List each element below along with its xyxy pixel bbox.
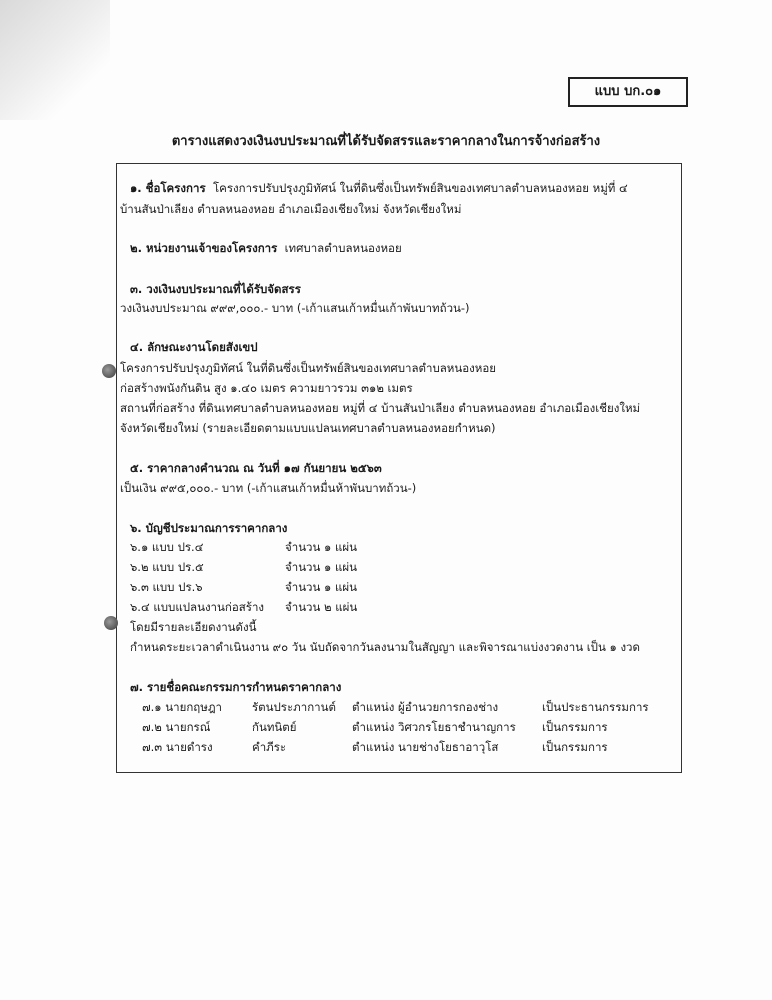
section-6-heading: ๖. บัญชีประมาณการราคากลาง (130, 521, 288, 535)
section-6-note-1: โดยมีรายละเอียดงานดังนี้ (130, 620, 257, 634)
member-name: ๗.๓ นายดำรง (142, 740, 213, 754)
section-1-line-1: โครงการปรับปรุงภูมิทัศน์ ในที่ดินซึ่งเป็นทรัพย์สินของเทศบาลตำบลหนองหอย หมู่ที่ ๔ (212, 181, 628, 195)
scan-shadow (0, 0, 110, 120)
member-role: เป็นประธานกรรมการ (542, 700, 649, 714)
section-4-heading: ๔. ลักษณะงานโดยสังเขป (130, 340, 258, 354)
section-3-line-1: วงเงินงบประมาณ ๙๙๙,๐๐๐.- บาท (-เก้าแสนเก้าหมื่นเก้าพันบาทถ้วน-) (120, 301, 470, 315)
section-1-line-2: บ้านสันป่าเลียง ตำบลหนองหอย อำเภอเมืองเชียงใหม่ จังหวัดเชียงใหม่ (120, 202, 462, 216)
section-2-heading: ๒. หน่วยงานเจ้าของโครงการ (130, 241, 278, 255)
section-5-heading: ๕. ราคากลางคำนวณ ณ วันที่ ๑๗ กันยายน ๒๕๖๓ (130, 461, 382, 475)
estimate-item-qty: จำนวน ๑ แผ่น (285, 560, 357, 574)
member-role: เป็นกรรมการ (542, 740, 608, 754)
member-role: เป็นกรรมการ (542, 720, 608, 734)
form-code-box: แบบ บก.๐๑ (568, 77, 688, 107)
punch-hole (102, 364, 116, 378)
estimate-item-qty: จำนวน ๒ แผ่น (285, 600, 358, 614)
section-2-value: เทศบาลตำบลหนองหอย (284, 241, 402, 255)
section-3-heading: ๓. วงเงินงบประมาณที่ได้รับจัดสรร (130, 282, 301, 296)
member-position: ตำแหน่ง วิศวกรโยธาชำนาญการ (352, 720, 516, 734)
punch-hole (104, 616, 118, 630)
member-surname: รัตนประภากานต์ (252, 700, 336, 714)
estimate-item-label: ๖.๔ แบบแปลนงานก่อสร้าง (130, 600, 265, 614)
section-6-note-2: กำหนดระยะเวลาดำเนินงาน ๙๐ วัน นับถัดจากวันลงนามในสัญญา และพิจารณาแบ่งงวดงาน เป็น ๑ งวด (130, 640, 640, 654)
document-title: ตารางแสดงวงเงินงบประมาณที่ได้รับจัดสรรและราคากลางในการจ้างก่อสร้าง (171, 134, 601, 149)
section-1 (130, 180, 628, 196)
estimate-item-qty: จำนวน ๑ แผ่น (285, 540, 357, 554)
member-surname: กันทนิตย์ (252, 720, 297, 734)
section-4-line-2: ก่อสร้างพนังกันดิน สูง ๑.๔๐ เมตร ความยาวรวม ๓๑๒ เมตร (120, 381, 413, 395)
member-name: ๗.๒ นายกรณ์ (142, 720, 211, 734)
section-4-line-3: สถานที่ก่อสร้าง ที่ดินเทศบาลตำบลหนองหอย หมู่ที่ ๔ บ้านสันป่าเลียง ตำบลหนองหอย อำเภอเมืองเชียงใหม่ (120, 401, 641, 415)
section-5-line-1: เป็นเงิน ๙๙๕,๐๐๐.- บาท (-เก้าแสนเก้าหมื่นห้าพันบาทถ้วน-) (120, 481, 417, 495)
section-4-line-4: จังหวัดเชียงใหม่ (รายละเอียดตามแบบแปลนเทศบาลตำบลหนองหอยกำหนด) (120, 421, 496, 435)
member-position: ตำแหน่ง นายช่างโยธาอาวุโส (352, 740, 499, 754)
estimate-item-qty: จำนวน ๑ แผ่น (285, 580, 357, 594)
section-4-line-1: โครงการปรับปรุงภูมิทัศน์ ในที่ดินซึ่งเป็นทรัพย์สินของเทศบาลตำบลหนองหอย (120, 361, 497, 375)
estimate-item-label: ๖.๓ แบบ ปร.๖ (130, 580, 203, 594)
member-surname: คำภีระ (252, 740, 287, 754)
section-7-heading: ๗. รายชื่อคณะกรรมการกำหนดราคากลาง (130, 680, 342, 694)
member-name: ๗.๑ นายกฤษฎา (142, 700, 223, 714)
estimate-item-label: ๖.๒ แบบ ปร.๕ (130, 560, 204, 574)
section-1-heading: ๑. ชื่อโครงการ (130, 181, 206, 195)
estimate-item-label: ๖.๑ แบบ ปร.๔ (130, 540, 204, 554)
member-position: ตำแหน่ง ผู้อำนวยการกองช่าง (352, 700, 499, 714)
section-2 (130, 240, 402, 256)
